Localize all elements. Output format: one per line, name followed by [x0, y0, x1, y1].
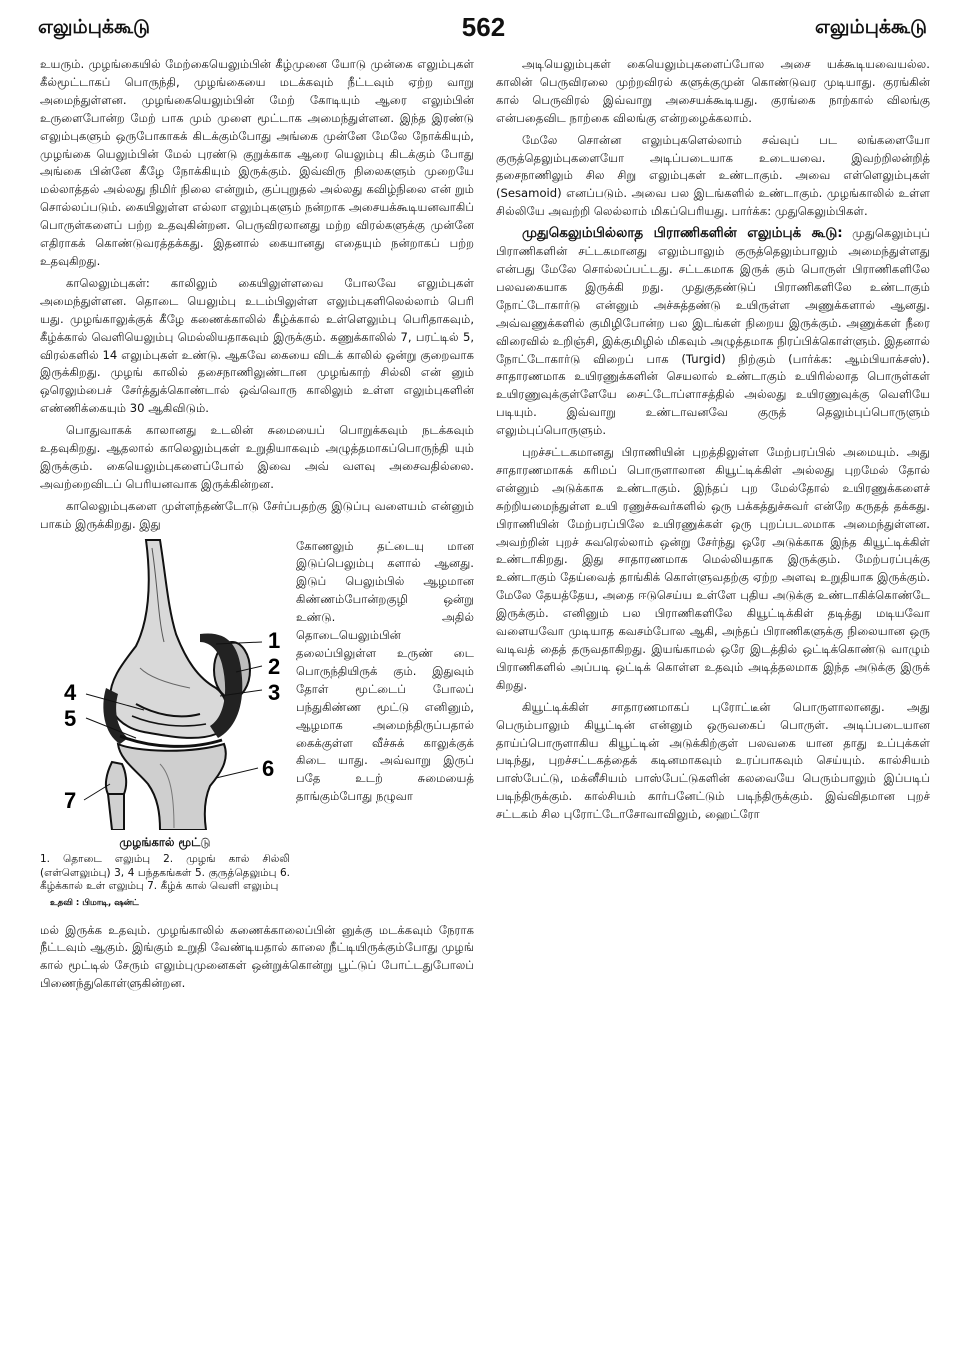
paragraph-sesamoid: மேலே சொன்ன எலும்புகளெல்லாம் சவ்வுப் பட லங்களையோ குருத்தெலும்புகளையோ அடிப்படையாக உடையவை. இவற்றிலன்றித் தசைநாணிலும் சில சிறு எலும்புகள் உண்டாகும். அவை எள்ளெலும்புகள் (Sesamoid) எனப்படும். அவை பல இடங்களில் உண்டாகும். முழங்காலில் உள்ள சில்லியே அவற்றி லெல்லாம் மிகப்பெரியது. பார்க்க: முதுகெலும்பிகள். [496, 132, 930, 219]
paragraph-hand-bones: உயரும். முழங்கையில் மேற்கையெலும்பின் கீழ்முனை யோடு முன்கை எலும்புகள் கீல்மூட்டாகப் பொருந்தி, முழங்கையை மடக்கவும் நீட்டவும் ஏற்ற வாறு அமைந்துள்ளன. முழங்கையெலும்பின் மேற் கோடியும் ஆரை எலும்பின் உருளைபோன்ற மேற் பாக மும் முளை மூட்டாக அமைந்துள்ளன. இந்த இரண்டு எலும்புகளும் ஒருபோகாகக் கிடக்கும்போது அங்கை முன்னே மேலே நோக்கியும், முழங்கை யெலும்பின் மேல் புரண்டு குறுக்காக ஆரை யெலும்பு கிடக்கும் போது அங்கை பின்னே கீழே நோக்கியும் இருக்கும். இவ்விரு நிலைகளும் முறையே மல்லாத்தல் அல்லது நிமிர் நிலை என்றும், குப்புறுதல் அல்லது கவிழ்நிலை என் றும் சொல்லப்படும். கையிலுள்ள எல்லா எலும்புகளும் நன்றாக அசையக்கூடியனவாகிப் பொருள்களைப் பற்ற உதவுகின்றன. பெருவிரலானது மற்ற விரல்களுக்கு முன்னே எதிராகக் கொண்டுவரத்தக்கது. இதனால் கையானது எதையும் நன்றாகப் பற்ற உதவுகிறது. [40, 57, 474, 268]
paragraph-pelvic-girdle: காலெலும்புகளை முள்ளந்தண்டோடு சேர்ப்பதற்கு இடுப்பு வளையம் என்னும் பாகம் இருக்கிறது. இது [40, 498, 474, 531]
knee-joint-figure-block [40, 538, 474, 920]
figure-caption [40, 836, 290, 911]
figure-label-1: 1 [268, 627, 281, 653]
paragraph-cuticle: கியூட்டிக்கிள் சாதாரணமாகப் புரோட்டீன் பொருளாலானது. அது பெரும்பாலும் கியூட்டின் என்னும் ஒருவகைப் பொருள். அடிப்படையான தாய்ப்பொருளாகிய கியூட்டின் அடுக்கிற்குள் பலவகை யான தாது உப்புக்கள் படிந்து, புறச்சட்டகத்தைக் கடினமாகவும் உரப்பாகவும் செய்யும். கால்சியம் பாஸ்பேட்டு, மக்னீசியம் பாஸ்பேட்டுகளின் கலவையே பெரும்பாலும் இப்படிப் படிந்திருக்கும். கால்சியம் கார்பனேட்டும் படிந்திருக்கும். இவ்விதமான புறச் சட்டகம் சில புரோட்டோசோவாவிலும், ஹைட்ரோ [496, 699, 930, 822]
paragraph-exoskeleton: புறச்சட்டகமானது பிராணியின் புறத்திலுள்ள மேற்பரப்பில் அமையும். அது சாதாரணமாகக் கரிமப் பொருளாலான கியூட்டிக்கிள் அல்லது புறமேல் தோல் என்னும் அடுக்காக உண்டாகும். இந்தப் புற மேல்தோல் உயிரணுக்களைச் சுற்றியமைந்துள்ள உயி ரணுச்சுவர்களில் ஒரு பக்கத்துச்சுவர் என்றே கருதத் தக்கது. பிராணியின் மேற்பரப்பிலே உயிரணுக்கள் ஒரு புறப்படலமாக அமைந்துள்ளன. அவற்றின் புறச் சுவரெல்லாம் ஒன்று சேர்ந்து ஒரே அடுக்காக இந்த கியூட்டிக்கிள் உண்டாகிறது. இது சாதாரணமாக மெல்லியதாக இருக்கும். மேற்பரப்புக்கு உண்டாகும் தேய்வைத் தாங்கிக் கொள்ளுவதற்கு ஏற்ற அளவு உறுதியாக இருக்கும். மேலே தேயத்தேய, அதை ஈடுசெய்ய உள்ளே புதிய அடுக்கு உண்டாகிக்கொண்டே இருக்கும். எனினும் பல பிராணிகளிலே கியூட்டிக்கிள் தடித்து மடியவோ வளையவோ முடியாத கவசம்போல ஆகி, அந்தப் பிராணிகளுக்கு நிலையான ஒரு வடிவத் தைத் தருவதாகிறது. இயங்காமல் ஒரே இடத்தில் ஒட்டிக்கொண்டு வாழும் பிராணிகளில் அப்படி ஒட்டிக் கொள்ள உதவும் அடித்தலமாக இந்த அடுக்கு இருக் கிறது. [496, 445, 930, 692]
figure-caption-title: முழங்கால் மூட்டு [119, 834, 211, 849]
paragraph-leg-bones: காலெலும்புகள்: காலிலும் கையிலுள்ளவை போலவே எலும்புகள் அமைந்துள்ளன. தொடை யெலும்பு உடம்பிலுள்ள எலும்புகளிலெல்லாம் பெரி யது. முழங்காலுக்குக் கீழே கணைக்காலில் கீழ்க்கால் உள்ளெலும்பு பெரிதாகவும், கீழ்க்கால் வெளியெலும்பு மெல்லியதாகவும் இருக்கும். கணுக்காலில் 7, பரட்டில் 5, விரல்களில் 14 எலும்புகள் உண்டு. ஆகவே கையை விடக் காலில் ஒன்று குறைவாக இருக்கிறது. முழங் காலில் தசைநாணிலுண்டான முழங்காற் சில்லி என் னும் ஒரெலும்பைச் சேர்த்துக்கொண்டால் ஒவ்வொரு காலிலும் உள்ள எலும்புகளின் எண்ணிக்கையும் 30 ஆகிவிடும். [40, 275, 474, 416]
figure-label-3: 3 [268, 679, 281, 705]
figure-label-6: 6 [262, 755, 275, 781]
running-title-left: எலும்புக்கூடு [38, 16, 150, 38]
figure-label-7: 7 [64, 787, 77, 813]
left-column [40, 56, 474, 997]
figure-label-5: 5 [64, 705, 77, 731]
right-column [496, 56, 930, 828]
page-number: 562 [461, 12, 506, 42]
figure-caption-body: 1. தொடை எலும்பு 2. முழங் கால் சில்லி (எள்ளெலும்பு) 3, 4 பந்தகங்கள் 5. குருத்தெலும்பு 6. கீழ்க்கால் உள் எலும்பு 7. கீழ்க் கால் வெளி எலும்பு [40, 853, 290, 893]
section-invertebrate-skeleton [496, 225, 930, 440]
figure-credit: உதவி : பிமாடி, ஷன்ட் [50, 897, 139, 908]
paragraph-leg-function: பொதுவாகக் காலானது உடலின் சுமையைப் பொறுக்கவும் நடக்கவும் உதவுகிறது. ஆதலால் காலெலும்புகள் உறுதியாகவும் அழுத்தமாகப்பொருந்தி யும் இருக்கும். கையெலும்புகளைப்போல் இவை அவ் வளவு அசைவதில்லை. அவற்றைவிடப் பெரியனவாக இருக்கின்றன. [40, 423, 474, 491]
figure-label-2: 2 [268, 653, 281, 679]
page-header [0, 10, 967, 50]
paragraph-knee-joint: மல் இருக்க உதவும். முழங்காலில் கணைக்காலைப்பின் னுக்கு மடக்கவும் நேராக நீட்டவும் ஆகும். இங்கும் உறுதி வேண்டியதால் காலை நீட்டியிருக்கும்போது முழங் கால் மூட்டில் சேரும் எலும்புமுனைகள் ஒன்றுக்கொன்று பூட்டுப் போட்டதுபோலப் பிணைந்துகொள்ளுகின்றன. [40, 922, 474, 991]
figure-label-4: 4 [64, 679, 77, 705]
section-heading: முதுகெலும்பில்லாத பிராணிகளின் எலும்புக் கூடு: [522, 225, 843, 242]
paragraph-foot-bones: அடியெலும்புகள் கையெலும்புகளைப்போல அசை யக்கூடியவையல்ல. காலின் பெருவிரலை முற்றவிரல் களுக்குமுன் கொண்டுவர முடியாது. குரங்கின் கால் பெருவிரல் இவ்வாறு அசையக்கூடியது. குரங்கை நாற்கால் விலங்கு என்பதைவிட நாற்கை விலங்கு என்றழைக்கலாம். [496, 57, 930, 125]
figure-side-text: கோணலும் தட்டையு மான இடுப்பெலும்பு களால் ஆனது. இடுப் பெலும்பில் ஆழமான கிண்ணம்போன்றகுழி ஒன்று உண்டு. அதில் தொடையெலும்பின் தலைப்பிலுள்ள உருண் டை பொருந்தியிருக் கும். இதுவும் தோள் மூட்டைப் போலப் பந்துகிண்ண மூட்டு எனினும், ஆழமாக அமைந்திருப்பதால் கைக்குள்ள வீச்சுக் காலுக்குக் கிடை யாது. அவ்வாறு இருப் பதே உடற் சுமையைத் தாங்கும்போது நழுவா [296, 538, 474, 804]
paragraph-notochord: முதுகெலும்புப் பிராணிகளின் சட்டகமானது எலும்பாலும் குருத்தெலும்பாலும் அமைந்துள்ளது என்பது மேலே சொல்லப்பட்டது. சட்டகமாக இருக் கும் பொருள் பிராணிகளிலே பலவகையாக இருக்கி றது. முதுகுதண்டுப் பிராணிகளிலே உண்டாகும் நோட்டோகார்டு என்னும் அச்சுத்தண்டு உயிருள்ள அணுக்களால் ஆனது. அவ்வணுக்களில் குமிழிபோன்ற பல இடங்கள் நிறைய இருக்கும். அணுக்கள் நீரை விரைவில் உறிஞ்சி, இக்குமிழில் மிகவும் அழுத்தமாக நிரப்பிக்கொள்ளும். இதனால் நோட்டோகார்டு விறைப் பாக (Turgid) நிற்கும் (பார்க்க: ஆம்பியாக்சஸ்). சாதாரணமாக உயிரணுக்களின் செயலால் உண்டாகும் உயிரில்லாத பொருள்கள் உயிரணுவுக்குள்ளேயே சைட்டோப்ளாசத்தில் அல்லது உயிரணுவுக்கு வெளியே படியும். இவ்வாறு உண்டாவனவே குருத் தெலும்புப்பொருளும் எலும்புப்பொருளும். [496, 226, 931, 438]
running-title-right: எலும்புக்கூடு [815, 16, 927, 38]
knee-joint-illustration [40, 538, 292, 830]
